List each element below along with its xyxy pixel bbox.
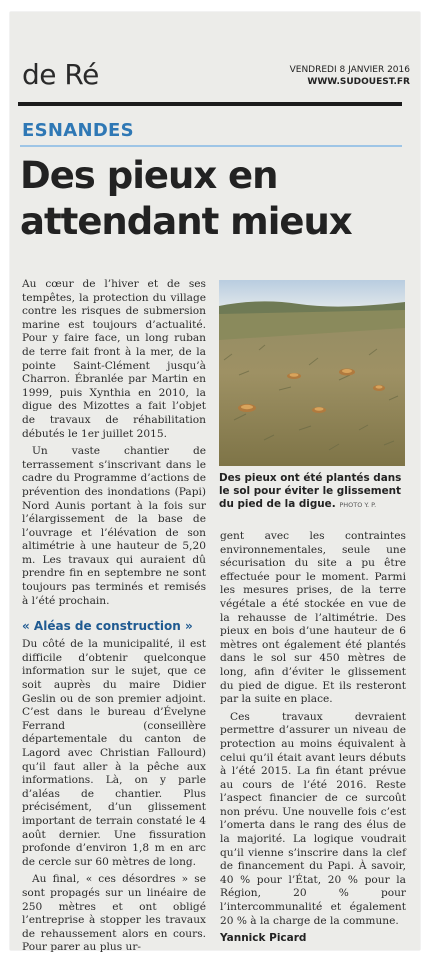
dike-landscape-image [219, 280, 405, 466]
section-label: ESNANDES [22, 120, 134, 141]
paragraph: Au cœur de l’hiver et de ses tempêtes, la protection du village contre les risques de submersion marine est toujours d’actualité. Pour y faire face, un long ruban de terre fait front à la mer, de la pointe Saint-Clément jusqu’à Charron. Ébranlée par Martin en 1999, puis Xynthia en 2010, la digue des Mizottes a fait l’objet de travaux de réhabilitation débutés le 1er juillet 2015. [22, 278, 206, 440]
publication-date: VENDREDI 8 JANVIER 2016 [289, 65, 410, 75]
paragraph: Au final, « ces désordres » se sont propagés sur un linéaire de 250 mètres et ont obligé l’entreprise à stopper les travaux de rehaussement alors en cours. Pour parer au plus ur- [22, 873, 206, 954]
paragraph: Du côté de la municipalité, il est difficile d’obtenir quelconque information sur le sujet, que ce soit auprès du maire Didier Geslin ou de son premier adjoint. C’est dans le bureau d’Évelyne Ferrand (conseillère départementale du canton de Lagord avec Christian Fallourd) qu’il faut aller à la pêche aux informations. Là, on y parle d’aléas de chantier. Plus précisément, d’un glissement important de terrain constaté le 4 août dernier. Une fissuration profonde d’environ 1,8 m en arc de cercle sur 60 mètres de long. [22, 638, 206, 868]
article-subheading: « Aléas de construction » [22, 619, 193, 634]
article-column-1 [22, 278, 206, 959]
section-rule [20, 145, 402, 147]
article-headline: Des pieux en attendant mieux [20, 154, 352, 243]
masthead-info [290, 64, 410, 88]
paragraph: gent avec les contraintes environnementales, seule une sécurisation du site a pu être effectuée pour le moment. Parmi les mesures prises, de la terre végétale a été stockée en vue de la rehausse de l’altimétrie. Des pieux en bois d’une hauteur de 6 mètres ont également été plantés dans le sol sur 450 mètres de long, afin d’éviter le glissement du pied de digue. Et ils resteront par la suite en place. [220, 530, 406, 706]
article-author: Yannick Picard [220, 932, 307, 945]
article-column-2 [220, 530, 406, 946]
photo-caption [219, 472, 407, 512]
edition-name: de Ré [22, 58, 99, 91]
website-link[interactable]: WWW.SUDOUEST.FR [307, 77, 410, 87]
caption-text: Des pieux ont été plantés dans le sol pour éviter le glissement du pied de la digue. [219, 472, 402, 510]
photo-credit: PHOTO Y. P. [339, 501, 377, 509]
paragraph: Ces travaux devraient permettre d’assurer un niveau de protection au moins équivalent à celui qu’il était avant leurs débuts à l’été 2015. La fin étant prévue au cours de l’été 2016. Reste l’aspect financier de ce surcoût non prévu. Une nouvelle fois c’est l’omerta dans le rang des élus de la majorité. La logique voudrait qu’il vienne s’inscrire dans la clef de financement du Papi. À savoir, 40 % pour l’État, 20 % pour la Région, 20 % pour l’intercommunalité et également 20 % à la charge de la commune. [220, 710, 406, 927]
article-photo [219, 280, 405, 466]
masthead-rule [18, 102, 402, 106]
paragraph: Un vaste chantier de terrassement s’inscrivant dans le cadre du Programme d’actions de prévention des inondations (Papi) Nord Aunis portant à la fois sur l’élargissement de la base de l’ouvrage et l’élévation de son altimétrie à une hauteur de 5,20 m. Les travaux qui auraient dû prendre fin en septembre ne sont toujours pas terminés et remisés à l’été prochain. [22, 445, 206, 607]
